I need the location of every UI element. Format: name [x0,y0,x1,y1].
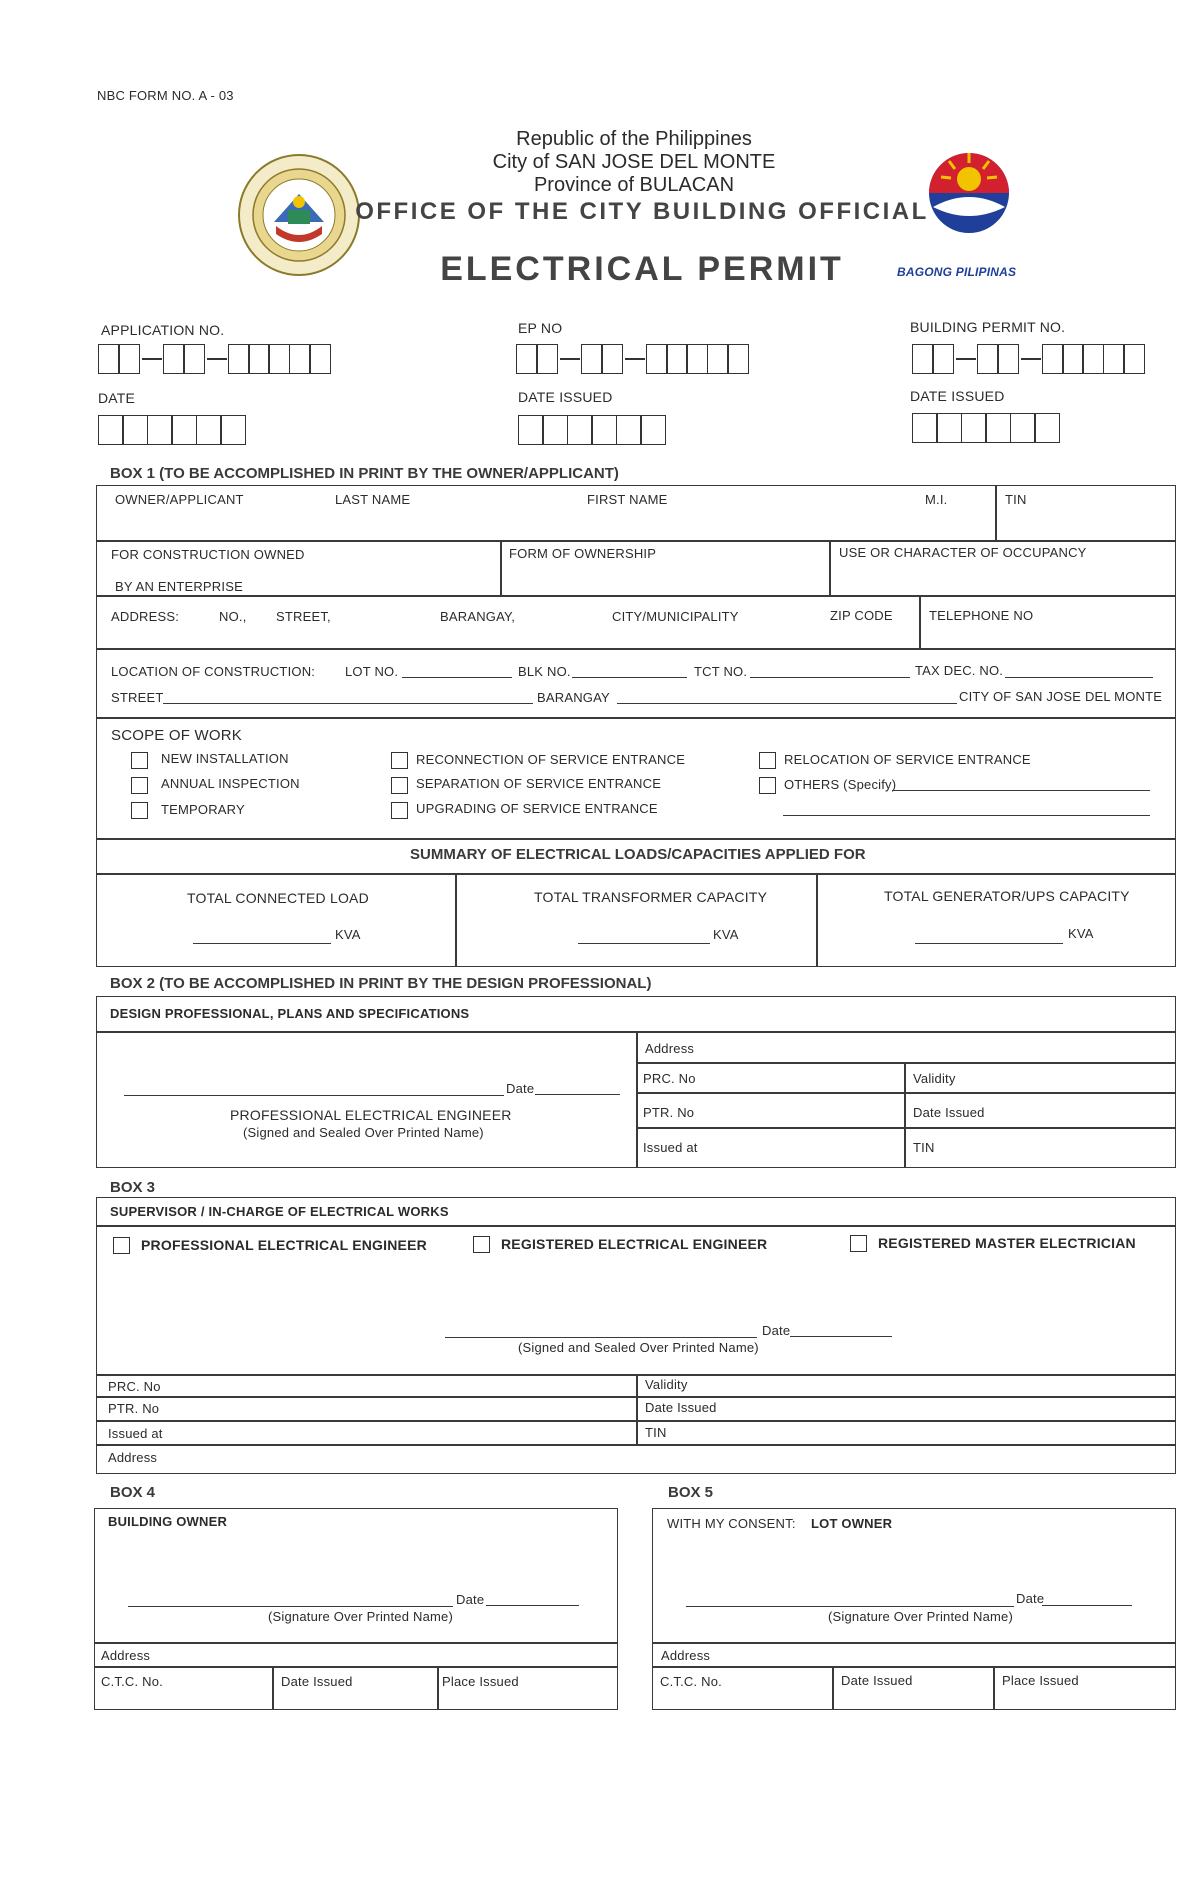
telephone-label: TELEPHONE NO [929,608,1034,623]
box2-address-label: Address [645,1041,695,1056]
box5-date-label: Date [1016,1591,1045,1606]
total-connected-load-label: TOTAL CONNECTED LOAD [187,890,369,906]
design-professional-signature-input[interactable] [124,1095,504,1096]
tct-no-label: TCT NO. [694,664,748,679]
box3-ptr-label: PTR. No [108,1401,160,1416]
temporary-label: TEMPORARY [161,802,245,817]
street2-input[interactable] [163,703,533,704]
blk-no-input[interactable] [572,677,687,678]
building-permit-no-input[interactable] [912,344,1144,374]
box2-date-issued-label: Date Issued [913,1105,985,1120]
street2-label: STREET [111,690,164,705]
by-enterprise-label: BY AN ENTERPRISE [115,579,243,594]
application-no-input[interactable] [98,344,330,374]
tax-dec-input[interactable] [1005,677,1153,678]
box4-place-issued-label: Place Issued [442,1674,519,1689]
new-installation-checkbox[interactable] [131,752,148,769]
total-transformer-input[interactable] [578,943,710,944]
new-installation-label: NEW INSTALLATION [161,751,289,766]
box3-heading: BOX 3 [110,1179,156,1196]
box5-date-issued-label: Date Issued [841,1673,913,1688]
box4-address-label: Address [101,1648,151,1663]
box2-date-input[interactable] [535,1094,620,1095]
date-issued-label-2: DATE ISSUED [910,388,1005,404]
box3-signed-label: (Signed and Sealed Over Printed Name) [518,1340,759,1355]
box3-pee-checkbox[interactable] [113,1237,130,1254]
scope-title: SCOPE OF WORK [111,727,242,744]
box2-issued-at-label: Issued at [643,1140,698,1155]
owner-applicant-label: OWNER/APPLICANT [115,492,244,507]
box5-signature-input[interactable] [686,1606,1014,1607]
box5-with-consent-label: WITH MY CONSENT: [667,1516,796,1531]
box3-ree-label: REGISTERED ELECTRICAL ENGINEER [501,1236,768,1252]
logo-caption: BAGONG PILIPINAS [897,265,1017,279]
header-republic: Republic of the Philippines [516,128,752,150]
blk-no-label: BLK NO. [518,664,571,679]
last-name-label: LAST NAME [335,492,411,507]
total-generator-input[interactable] [915,943,1063,944]
reconnection-checkbox[interactable] [391,752,408,769]
form-code: NBC FORM NO. A - 03 [97,88,234,103]
barangay2-label: BARANGAY [537,690,610,705]
date-issued-label-1: DATE ISSUED [518,389,613,405]
bagong-pilipinas-logo-icon [905,145,1035,255]
box2-tin-label: TIN [913,1140,935,1155]
ep-no-input[interactable] [516,344,748,374]
box4-heading: BOX 4 [110,1484,156,1501]
box4-signature-label: (Signature Over Printed Name) [268,1609,453,1624]
box2-ptr-label: PTR. No [643,1105,695,1120]
lot-no-input[interactable] [402,677,512,678]
date-label: DATE [98,390,136,406]
box3-date-input[interactable] [790,1336,892,1337]
page-title: ELECTRICAL PERMIT [440,250,844,288]
total-connected-load-input[interactable] [193,943,331,944]
box3-signature-input[interactable] [445,1337,757,1338]
others-checkbox[interactable] [759,777,776,794]
box2-signed-label: (Signed and Sealed Over Printed Name) [243,1125,484,1140]
relocation-label: RELOCATION OF SERVICE ENTRANCE [784,752,1031,767]
building-permit-no-label: BUILDING PERMIT NO. [910,319,1066,335]
box3-issued-at-label: Issued at [108,1426,163,1441]
for-construction-label: FOR CONSTRUCTION OWNED [111,547,305,562]
box3-subheading: SUPERVISOR / IN-CHARGE OF ELECTRICAL WORKS [110,1204,449,1219]
box3-rme-checkbox[interactable] [850,1235,867,1252]
tin-label: TIN [1005,492,1027,507]
form-ownership-label: FORM OF OWNERSHIP [509,546,657,561]
date-input[interactable] [98,415,244,445]
box2-subheading: DESIGN PROFESSIONAL, PLANS AND SPECIFICATIONS [110,1006,470,1021]
box3-ree-checkbox[interactable] [473,1236,490,1253]
summary-title: SUMMARY OF ELECTRICAL LOADS/CAPACITIES APPLIED FOR [410,846,866,863]
box2-validity-label: Validity [913,1071,956,1086]
box4-ctc-label: C.T.C. No. [101,1674,163,1689]
reconnection-label: RECONNECTION OF SERVICE ENTRANCE [416,752,686,767]
upgrading-label: UPGRADING OF SERVICE ENTRANCE [416,801,658,816]
lot-no-label: LOT NO. [345,664,399,679]
box3-pee-label: PROFESSIONAL ELECTRICAL ENGINEER [141,1237,427,1253]
barangay2-input[interactable] [617,703,957,704]
box3-validity-label: Validity [645,1377,688,1392]
kva-label-2: KVA [713,927,739,942]
date-issued-input-1[interactable] [518,415,664,445]
total-generator-label: TOTAL GENERATOR/UPS CAPACITY [884,888,1130,904]
box3-address-label: Address [108,1450,158,1465]
box3-rme-label: REGISTERED MASTER ELECTRICIAN [878,1235,1136,1251]
box2-prc-label: PRC. No [643,1071,696,1086]
owner-name-input[interactable] [96,505,1176,540]
separation-checkbox[interactable] [391,777,408,794]
total-transformer-label: TOTAL TRANSFORMER CAPACITY [534,889,768,905]
ep-no-label: EP NO [518,320,563,336]
tct-no-input[interactable] [750,677,910,678]
box3-tin-label: TIN [645,1425,667,1440]
box5-date-input[interactable] [1042,1605,1132,1606]
box3-date-issued-label: Date Issued [645,1400,717,1415]
box5-signature-label: (Signature Over Printed Name) [828,1609,1013,1624]
city-sjdm-label: CITY OF SAN JOSE DEL MONTE [959,689,1163,704]
box5-address-label: Address [661,1648,711,1663]
others-label: OTHERS (Specify) [784,777,897,792]
others-specify-input[interactable] [892,790,1150,791]
annual-inspection-label: ANNUAL INSPECTION [161,776,300,791]
city-municipality-label: CITY/MUNICIPALITY [612,609,739,624]
box3-date-label: Date [762,1323,791,1338]
tax-dec-label: TAX DEC. NO. [915,663,1004,678]
use-character-label: USE OR CHARACTER OF OCCUPANCY [839,545,1087,560]
address-label: ADDRESS: [111,609,180,624]
box4-signature-input[interactable] [128,1606,453,1607]
box4-date-label: Date [456,1592,485,1607]
annual-inspection-checkbox[interactable] [131,777,148,794]
box5-place-issued-label: Place Issued [1002,1673,1079,1688]
barangay-label: BARANGAY, [440,609,516,624]
location-label: LOCATION OF CONSTRUCTION: [111,664,316,679]
zip-code-label: ZIP CODE [830,608,893,623]
first-name-label: FIRST NAME [587,492,668,507]
header-province: Province of BULACAN [533,174,735,196]
others-specify-input-2[interactable] [783,815,1150,816]
upgrading-checkbox[interactable] [391,802,408,819]
header-city: City of SAN JOSE DEL MONTE [492,151,776,173]
header-office: OFFICE OF THE CITY BUILDING OFFICIAL [355,198,929,225]
temporary-checkbox[interactable] [131,802,148,819]
box1-heading: BOX 1 (TO BE ACCOMPLISHED IN PRINT BY THE OWNER/APPLICANT) [110,465,619,482]
no-label: NO., [219,609,247,624]
box5-ctc-label: C.T.C. No. [660,1674,722,1689]
box3-prc-label: PRC. No [108,1379,161,1394]
separation-label: SEPARATION OF SERVICE ENTRANCE [416,776,662,791]
box4-date-input[interactable] [486,1605,579,1606]
application-no-label: APPLICATION NO. [101,322,225,338]
relocation-checkbox[interactable] [759,752,776,769]
mi-label: M.I. [925,492,948,507]
date-issued-input-2[interactable] [912,413,1058,443]
box4-date-issued-label: Date Issued [281,1674,353,1689]
box4-subheading: BUILDING OWNER [108,1514,228,1529]
kva-label-1: KVA [335,927,361,942]
box5-lot-owner-label: LOT OWNER [811,1516,893,1531]
kva-label-3: KVA [1068,926,1094,941]
box2-pee-label: PROFESSIONAL ELECTRICAL ENGINEER [230,1107,512,1123]
box2-heading: BOX 2 (TO BE ACCOMPLISHED IN PRINT BY THE DESIGN PROFESSIONAL) [110,975,652,992]
box5-heading: BOX 5 [668,1484,714,1501]
street-label: STREET, [276,609,331,624]
box2-date-label: Date [506,1081,535,1096]
